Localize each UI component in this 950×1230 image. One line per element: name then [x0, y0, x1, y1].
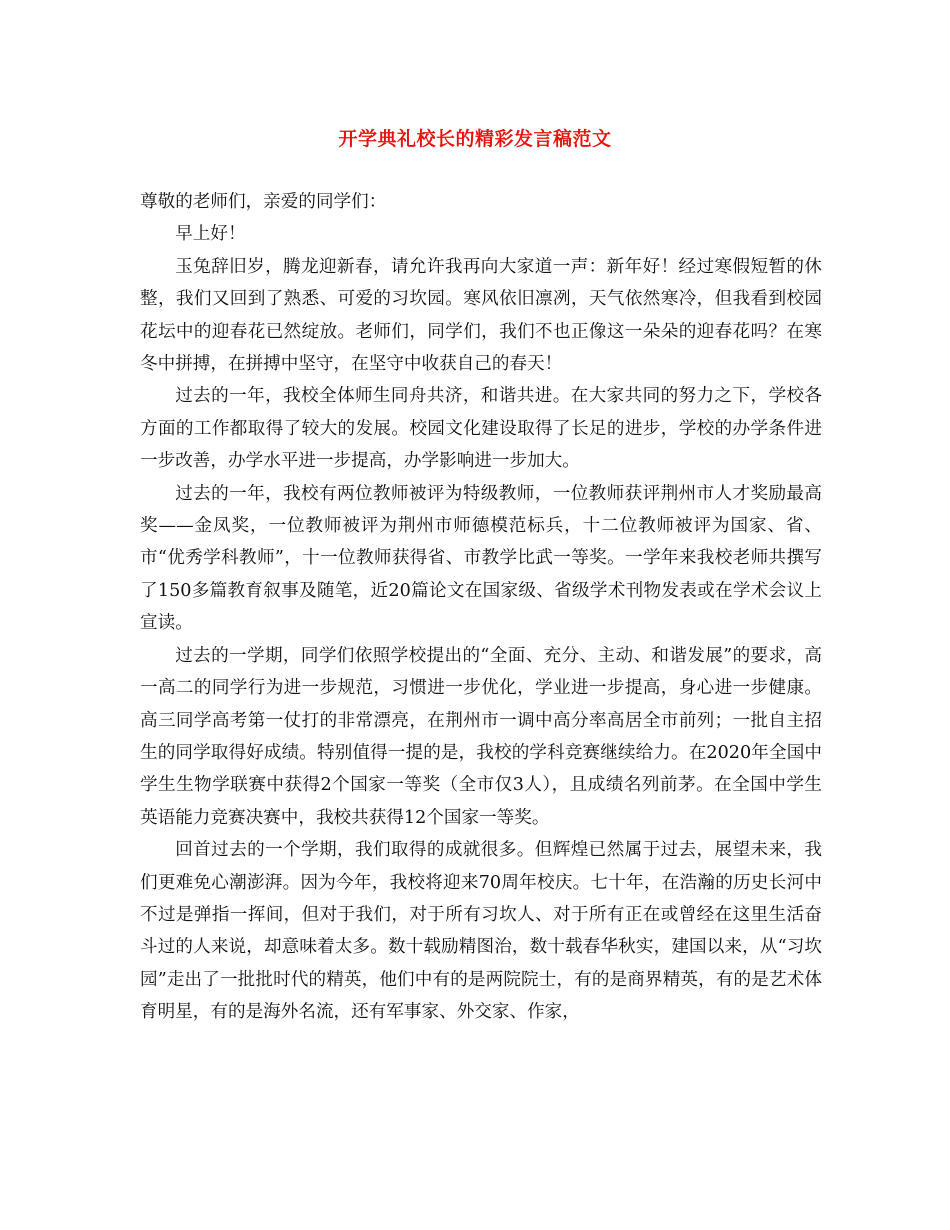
document-body	[140, 186, 822, 1029]
paragraph: 过去的一年，我校全体师生同舟共济，和谐共进。在大家共同的努力之下，学校各方面的工作都取得了较大的发展。校园文化建设取得了长足的进步，学校的办学条件进一步改善，办学水平进一步提高，办学影响进一步加大。	[140, 386, 822, 472]
paragraph: 玉兔辞旧岁，腾龙迎新春，请允许我再向大家道一声：新年好！经过寒假短暂的休整，我们又回到了熟悉、可爱的习坎园。寒风依旧凛冽，天气依然寒冷，但我看到校园花坛中的迎春花已然绽放。老师们，同学们，我们不也正像这一朵朵的迎春花吗？在寒冬中拼搏，在拼搏中坚守，在坚守中收获自己的春天！	[140, 256, 822, 375]
greeting: 早上好！	[175, 224, 246, 245]
paragraph: 过去的一学期，同学们依照学校提出的“全面、充分、主动、和谐发展”的要求，高一高二的同学行为进一步规范，习惯进一步优化，学业进一步提高，身心进一步健康。高三同学高考第一仗打的非常漂亮，在荆州市一调中高分率高居全市前列；一批自主招生的同学取得好成绩。特别值得一提的是，我校的学科竞赛继续给力。在2020年全国中学生生物学联赛中获得2个国家一等奖（全市仅3人），且成绩名列前茅。在全国中学生英语能力竞赛决赛中，我校共获得12个国家一等奖。	[140, 645, 822, 828]
salutation: 尊敬的老师们，亲爱的同学们：	[140, 192, 387, 212]
paragraph: 回首过去的一个学期，我们取得的成就很多。但辉煌已然属于过去，展望未来，我们更难免心潮澎湃。因为今年，我校将迎来70周年校庆。七十年，在浩瀚的历史长河中不过是弹指一挥间，但对于我们，对于所有习坎人、对于所有正在或曾经在这里生活奋斗过的人来说，却意味着太多。数十载励精图治，数十载春华秋实，建国以来，从“习坎园”走出了一批批时代的精英，他们中有的是两院院士，有的是商界精英，有的是艺术体育明星，有的是海外名流，还有军事家、外交家、作家，	[140, 840, 822, 1023]
paragraph: 过去的一年，我校有两位教师被评为特级教师，一位教师获评荆州市人才奖励最高奖——金凤奖，一位教师被评为荆州市师德模范标兵，十二位教师被评为国家、省、市“优秀学科教师”，十一位教师获得省、市教学比武一等奖。一学年来我校老师共撰写了150多篇教育叙事及随笔，近20篇论文在国家级、省级学术刊物发表或在学术会议上宣读。	[140, 483, 822, 634]
document-title: 开学典礼校长的精彩发言稿范文	[338, 128, 612, 150]
